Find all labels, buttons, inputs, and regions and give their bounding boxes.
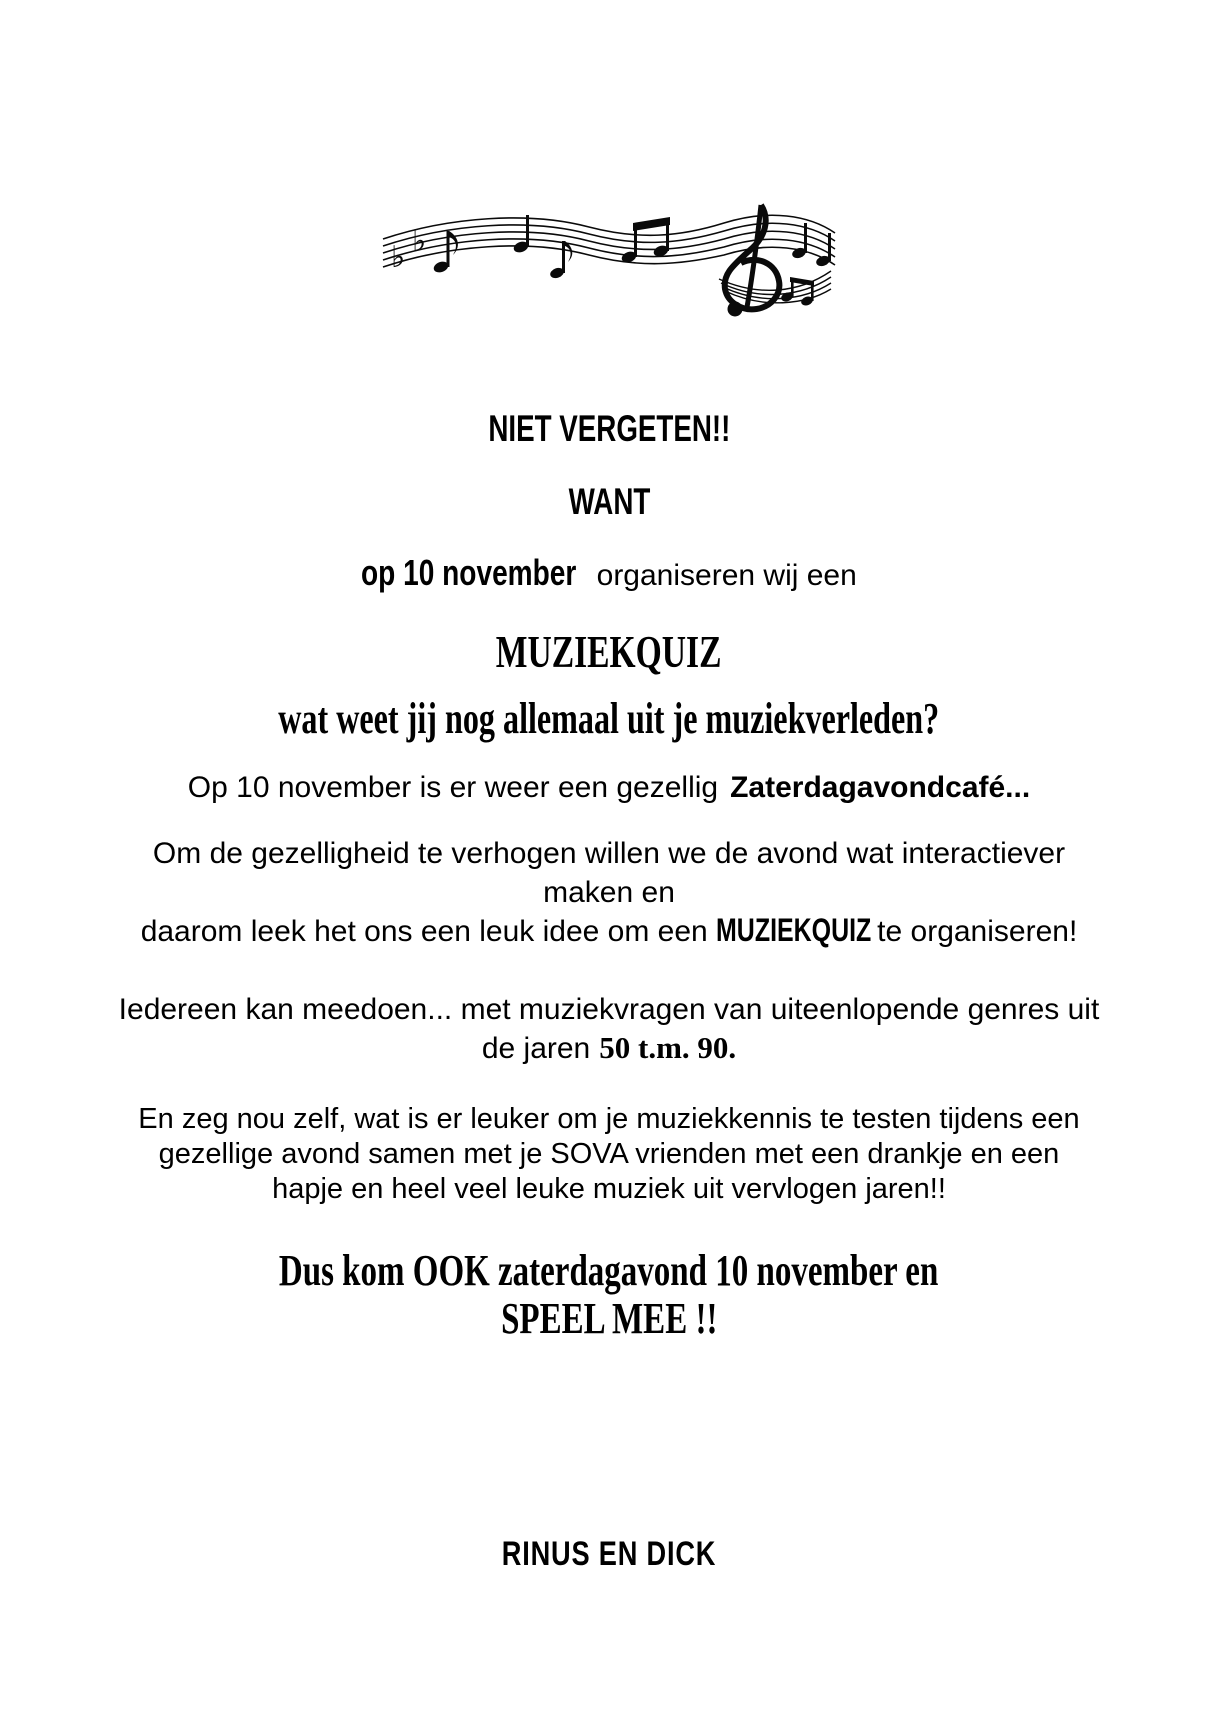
p1-muziekquiz-text: MUZIEKQUIZ <box>715 912 872 948</box>
p1-line3-end-text: te organiseren! <box>868 915 1078 948</box>
signature-text: RINUS EN DICK <box>501 1535 717 1573</box>
paragraph-iedereen <box>0 991 1218 1068</box>
paragraph-interactive <box>0 834 1218 951</box>
p1-line3-text: daarom leek het ons een leuk idee om een <box>140 915 708 948</box>
p1-line2: maken en <box>543 876 675 909</box>
p3-line1: En zeg nou zelf, wat is er leuker om je muziekkennis te testen tijdens een <box>138 1103 1080 1135</box>
intro-regular-text: Op 10 november is er weer een gezellig <box>187 771 719 804</box>
title-line <box>0 408 1218 450</box>
date-bold-text: op 10 november <box>361 552 577 593</box>
quiz-title-line <box>0 624 1218 678</box>
quiz-title-text: MUZIEKQUIZ <box>496 626 722 677</box>
eighth-note-icon <box>549 241 572 280</box>
cta-line2 <box>0 1295 1218 1343</box>
quarter-note-icon <box>512 215 530 254</box>
question-line <box>0 694 1218 744</box>
cta-line2-text: SPEEL MEE !! <box>500 1294 718 1343</box>
cta-block <box>0 1247 1218 1343</box>
p2-line2 <box>0 1029 1218 1068</box>
question-text: wat weet jij nog allemaal uit je muziekverleden? <box>278 694 940 743</box>
want-text: WANT <box>568 481 650 522</box>
date-rest-text: organiseren wij een <box>588 559 857 592</box>
music-notes-icon <box>379 193 839 323</box>
title-niet-vergeten: NIET VERGETEN!! <box>487 408 731 449</box>
signature-line <box>0 1535 1218 1574</box>
p2-years-text: 50 t.m. 90. <box>599 1030 737 1065</box>
p1-line1: Om de gezelligheid te verhogen willen we de avond wat interactiever <box>152 837 1066 870</box>
flat-sign-icon: ♭ <box>391 240 406 275</box>
want-line <box>0 481 1218 523</box>
cta-line1 <box>0 1247 1218 1295</box>
date-line <box>0 552 1218 594</box>
p3-line2: gezellige avond samen met je SOVA vrienden met een drankje en een <box>158 1138 1060 1170</box>
p2-line1: Iedereen kan meedoen... met muziekvragen van uiteenlopende genres uit <box>118 993 1100 1026</box>
paragraph-en-zeg <box>0 1102 1218 1207</box>
p2-line2-text: de jaren <box>481 1032 591 1065</box>
flat-sign-icon: ♭ <box>412 224 427 259</box>
cta-line1-text: Dus kom OOK zaterdagavond 10 november en <box>279 1246 939 1295</box>
p3-line3: hapje en heel veel leuke muziek uit vervlogen jaren!! <box>272 1173 946 1205</box>
intro-line <box>0 770 1218 806</box>
p1-line3 <box>0 912 1218 951</box>
intro-bold-text: Zaterdagavondcafé... <box>730 771 1031 804</box>
